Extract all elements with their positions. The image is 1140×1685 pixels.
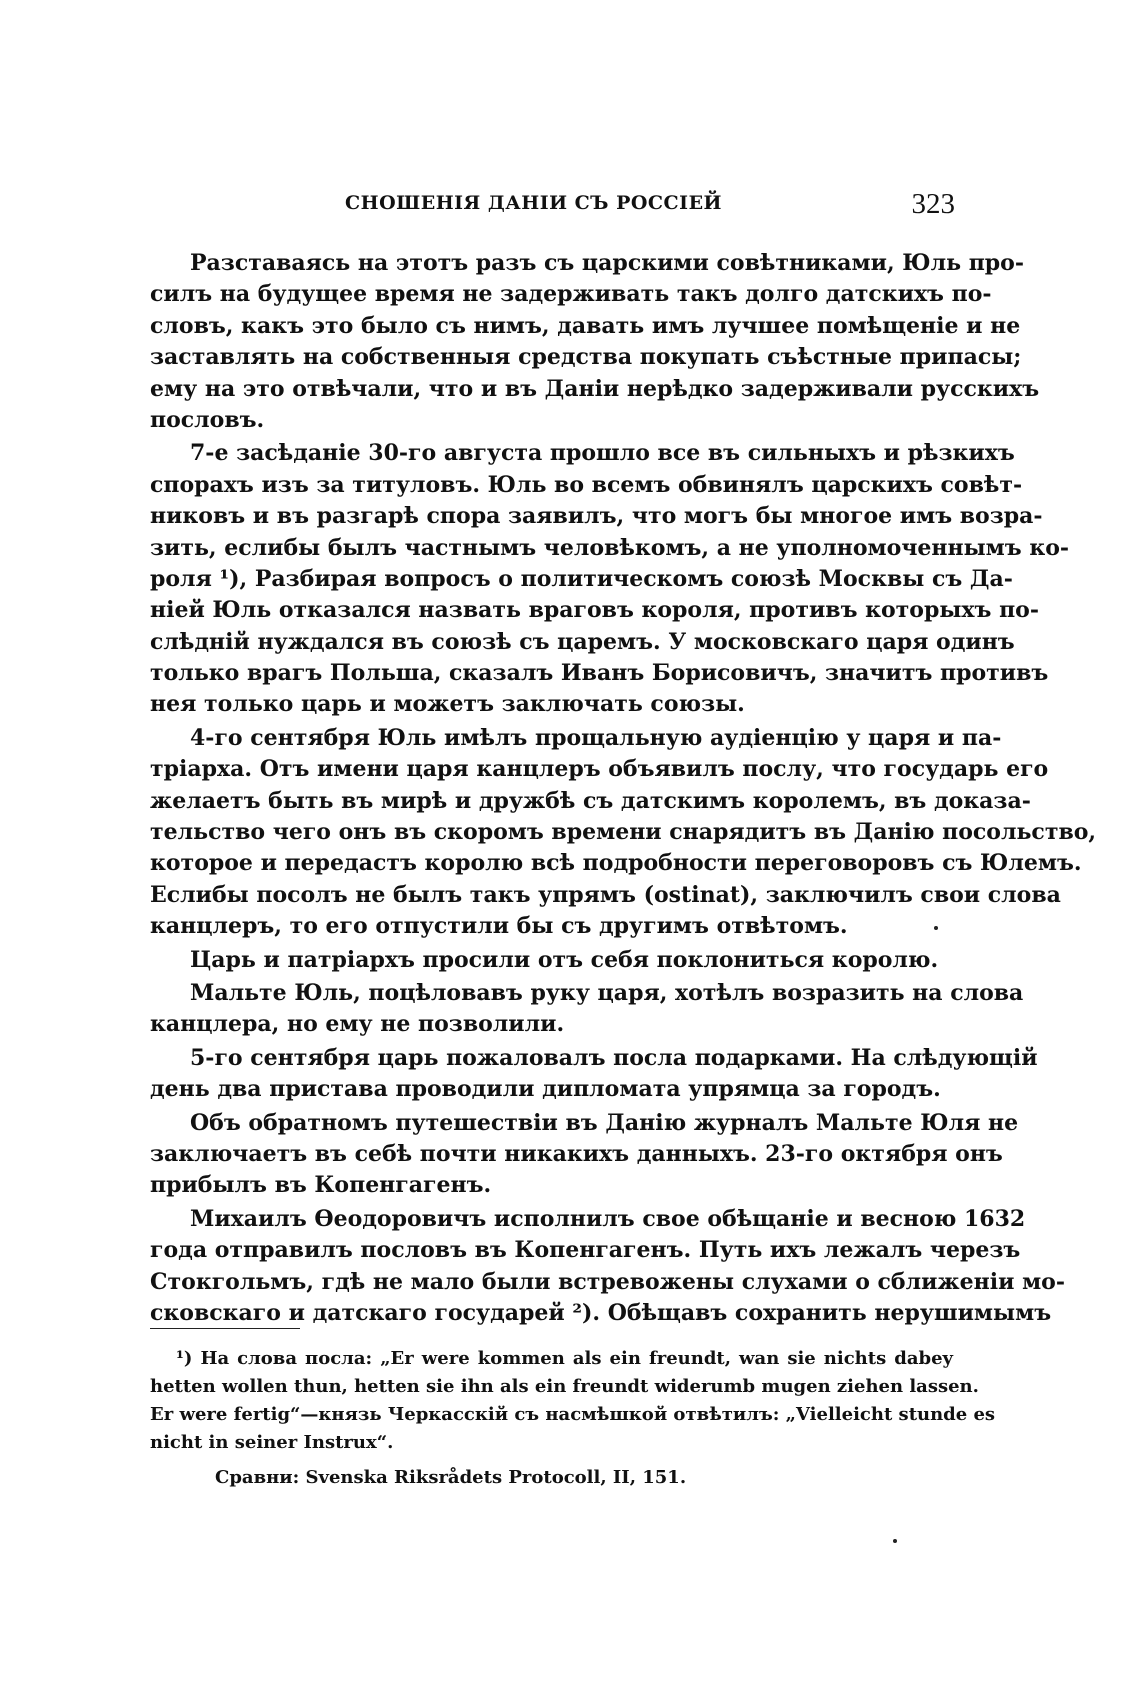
text-line: Царь и патріархъ просили отъ себя поклониться королю. — [190, 946, 939, 973]
paragraph — [150, 945, 953, 976]
text-line: Стокгольмъ, гдѣ не мало были встревожены слухами о сближеніи мо- — [150, 1268, 1065, 1295]
ink-speck — [934, 926, 938, 930]
text-line: ему на это отвѣчали, что и въ Даніи нерѣдко задерживали русскихъ — [150, 375, 1040, 402]
text-line: словъ, какъ это было съ нимъ, давать имъ лучшее помѣщеніе и не — [150, 312, 1021, 339]
body-text — [150, 248, 1097, 1331]
paragraph — [150, 978, 1024, 1041]
paragraph — [150, 438, 1070, 721]
text-line: тельство чего онъ въ скоромъ времени снарядитъ въ Данію посольство, — [150, 819, 1097, 846]
text-line: Разставаясь на этотъ разъ съ царскими совѣтниками, Юль про- — [190, 250, 1024, 276]
text-line: 5-го сентября царь пожаловалъ посла подарками. На слѣдующій — [190, 1044, 1038, 1071]
text-line: заключаетъ въ себѣ почти никакихъ данныхъ. 23-го октября онъ — [150, 1140, 1003, 1167]
paragraph — [150, 248, 1040, 436]
text-line: сковскаго и датскаго государей ²). Обѣщавъ сохранить нерушимымъ — [150, 1299, 1052, 1326]
footnote-divider — [150, 1328, 300, 1329]
text-line: слѣдній нуждался въ союзѣ съ царемъ. У московскаго царя одинъ — [150, 628, 1015, 655]
page-header — [150, 188, 955, 228]
footnote-line: Er were fertig“—князь Черкасскій съ насмѣшкой отвѣтилъ: „Vielleicht stunde es — [150, 1404, 996, 1425]
paragraph — [150, 1043, 1038, 1106]
text-line: 4-го сентября Юль имѣлъ прощальную аудіенцію у царя и па- — [190, 724, 1002, 751]
ink-speck — [893, 1539, 897, 1543]
text-line: Еслибы посолъ не былъ такъ упрямъ (ostinat), заключилъ свои слова — [150, 881, 1061, 908]
text-line: никовъ и въ разгарѣ спора заявилъ, что могъ бы многое имъ возра- — [150, 503, 1043, 530]
text-line: роля ¹), Разбирая вопросъ о политическомъ союзѣ Москвы съ Да- — [150, 565, 1013, 592]
text-line: канцлера, но ему не позволили. — [150, 1011, 565, 1038]
footnote-line: hetten wollen thun, hetten sie ihn als ein freundt widerumb mugen ziehen lassen. — [150, 1376, 979, 1397]
footnotes — [150, 1345, 996, 1488]
paragraph — [150, 1204, 1065, 1330]
text-line: прибылъ въ Копенгагенъ. — [150, 1172, 492, 1199]
paragraph — [150, 723, 1097, 943]
text-line: пословъ. — [150, 406, 265, 433]
text-line: 7-е засѣданіе 30-го августа прошло все въ сильныхъ и рѣзкихъ — [190, 440, 1015, 467]
footnote-line: nicht in seiner Instrux“. — [150, 1432, 394, 1453]
page-number: 323 — [911, 188, 955, 220]
text-line: Михаилъ Ѳеодоровичъ исполнилъ свое обѣщаніе и весною 1632 — [190, 1205, 1026, 1232]
text-line: нея только царь и можетъ заключать союзы. — [150, 691, 745, 718]
text-line: зить, еслибы былъ частнымъ человѣкомъ, а не уполномоченнымъ ко- — [150, 534, 1070, 561]
text-line: спорахъ изъ за титуловъ. Юль во всемъ обвинялъ царскихъ совѣт- — [150, 471, 1023, 498]
text-line: силъ на будущее время не задерживать такъ долго датскихъ по- — [150, 281, 992, 308]
text-line: Объ обратномъ путешествіи въ Данію журналъ Мальте Юля не — [190, 1109, 1019, 1136]
text-line: день два пристава проводили дипломата упрямца за городъ. — [150, 1076, 941, 1103]
text-line: только врагъ Польша, сказалъ Иванъ Борисовичъ, значитъ противъ — [150, 660, 1049, 687]
text-line: заставлять на собственныя средства покупать съѣстные припасы; — [150, 344, 1022, 371]
text-line: ніей Юль отказался назвать враговъ короля, противъ которыхъ по- — [150, 597, 1039, 624]
text-line: тріарха. Отъ имени царя канцлеръ объявилъ послу, что государь его — [150, 756, 1049, 783]
footnote-compare: Сравни: Svenska Riksrådets Protocoll, II, 151. — [215, 1467, 687, 1488]
text-line: Мальте Юль, поцѣловавъ руку царя, хотѣлъ возразить на слова — [190, 979, 1024, 1006]
text-line: которое и передастъ королю всѣ подробности переговоровъ съ Юлемъ. — [150, 850, 1082, 877]
text-line: канцлеръ, то его отпустили бы съ другимъ отвѣтомъ. — [150, 913, 848, 940]
paragraph — [150, 1108, 1019, 1202]
text-line: года отправилъ пословъ въ Копенгагенъ. Путь ихъ лежалъ черезъ — [150, 1237, 1021, 1264]
running-title: СНОШЕНІЯ ДАНІИ СЪ РОССІЕЙ — [345, 192, 722, 214]
footnote-line: ¹) На слова посла: „Er were kommen als ein freundt, wan sie nichts dabey — [176, 1348, 953, 1369]
text-line: желаетъ быть въ мирѣ и дружбѣ съ датскимъ королемъ, въ доказа- — [150, 787, 1031, 814]
